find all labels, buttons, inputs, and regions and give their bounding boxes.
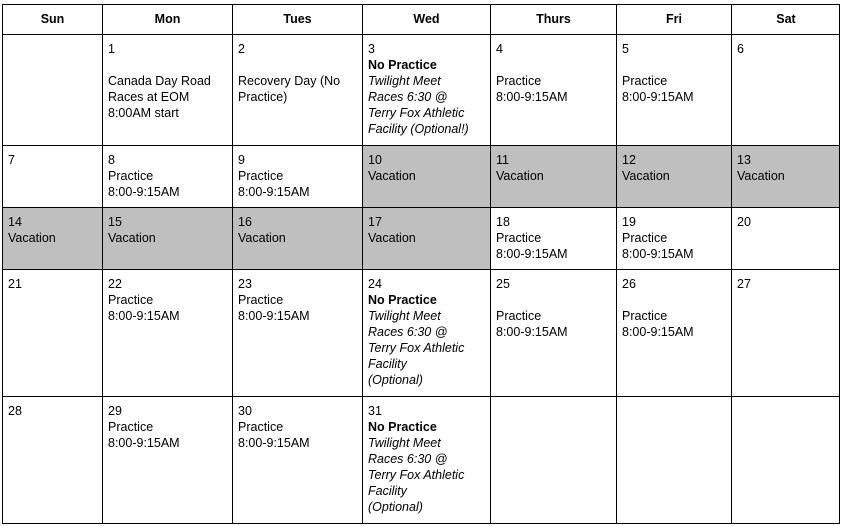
- line-spacer: [622, 57, 731, 73]
- event-text: Vacation: [108, 231, 156, 245]
- day-cell-16: [232, 207, 362, 269]
- day-number: 3: [368, 42, 375, 56]
- event-text: 8:00-9:15AM: [108, 309, 180, 323]
- day-header-thurs: Thurs: [490, 4, 616, 34]
- day-cell-19: [616, 207, 731, 269]
- event-text: Practice): [238, 90, 288, 104]
- day-cell-27: [731, 269, 840, 396]
- day-cell-13: [731, 145, 840, 207]
- day-cell-18: [490, 207, 616, 269]
- event-text: 8:00-9:15AM: [622, 247, 694, 261]
- event-text: Practice: [108, 420, 154, 434]
- day-number: 8: [108, 153, 115, 167]
- day-number: 10: [368, 153, 382, 167]
- day-number: 13: [737, 153, 751, 167]
- event-text: 8:00-9:15AM: [496, 90, 568, 104]
- line-spacer: [496, 292, 616, 308]
- day-number: 20: [737, 215, 751, 229]
- day-number: 19: [622, 215, 636, 229]
- event-text: Vacation: [496, 169, 544, 183]
- event-text: 8:00-9:15AM: [622, 325, 694, 339]
- day-number: 17: [368, 215, 382, 229]
- empty-day-cell: [490, 396, 616, 524]
- event-text: (Optional): [368, 500, 423, 514]
- day-cell-31: [362, 396, 490, 524]
- day-number: 26: [622, 277, 636, 291]
- event-text: 8:00-9:15AM: [238, 309, 310, 323]
- day-cell-30: [232, 396, 362, 524]
- day-number: 7: [8, 153, 15, 167]
- day-number: 25: [496, 277, 510, 291]
- day-number: 15: [108, 215, 122, 229]
- day-header-sun: Sun: [2, 4, 102, 34]
- event-text: Races 6:30 @: [368, 90, 448, 104]
- day-cell-2: [232, 34, 362, 145]
- day-number: 22: [108, 277, 122, 291]
- event-status: No Practice: [368, 293, 437, 307]
- line-spacer: [108, 57, 232, 73]
- day-cell-11: [490, 145, 616, 207]
- day-number: 28: [8, 404, 22, 418]
- event-text: Practice: [496, 309, 542, 323]
- event-text: Practice: [622, 74, 668, 88]
- event-text: Facility: [368, 484, 407, 498]
- day-cell-1: [102, 34, 232, 145]
- event-text: Practice: [622, 309, 668, 323]
- event-text: Practice: [108, 293, 154, 307]
- event-text: Vacation: [368, 169, 416, 183]
- day-number: 16: [238, 215, 252, 229]
- event-text: Vacation: [8, 231, 56, 245]
- day-cell-29: [102, 396, 232, 524]
- event-text: Practice: [238, 169, 284, 183]
- event-text: Facility (Optional!): [368, 122, 469, 136]
- day-number: 27: [737, 277, 751, 291]
- line-spacer: [496, 57, 616, 73]
- practice-calendar: [2, 4, 840, 524]
- event-text: Twilight Meet: [368, 309, 441, 323]
- calendar-right-border: [839, 4, 840, 524]
- event-text: Vacation: [368, 231, 416, 245]
- event-text: Practice: [108, 169, 154, 183]
- day-number: 5: [622, 42, 629, 56]
- empty-day-cell: [2, 34, 102, 145]
- event-text: (Optional): [368, 373, 423, 387]
- day-number: 11: [496, 153, 509, 167]
- day-cell-22: [102, 269, 232, 396]
- day-header-tues: Tues: [232, 4, 362, 34]
- event-text: Races 6:30 @: [368, 452, 448, 466]
- empty-day-cell: [616, 396, 731, 524]
- event-text: 8:00-9:15AM: [238, 185, 310, 199]
- day-cell-8: [102, 145, 232, 207]
- event-text: Terry Fox Athletic: [368, 341, 465, 355]
- day-cell-9: [232, 145, 362, 207]
- day-cell-26: [616, 269, 731, 396]
- day-cell-25: [490, 269, 616, 396]
- day-number: 31: [368, 404, 382, 418]
- event-text: Races 6:30 @: [368, 325, 448, 339]
- day-number: 4: [496, 42, 503, 56]
- day-cell-4: [490, 34, 616, 145]
- day-header-sat: Sat: [731, 4, 840, 34]
- day-cell-3: [362, 34, 490, 145]
- day-cell-15: [102, 207, 232, 269]
- event-text: Terry Fox Athletic: [368, 106, 465, 120]
- event-text: 8:00AM start: [108, 106, 179, 120]
- event-text: 8:00-9:15AM: [108, 185, 180, 199]
- empty-day-cell: [731, 396, 840, 524]
- event-text: Practice: [238, 293, 284, 307]
- event-text: 8:00-9:15AM: [496, 247, 568, 261]
- day-number: 12: [622, 153, 636, 167]
- day-number: 29: [108, 404, 122, 418]
- event-text: Vacation: [622, 169, 670, 183]
- event-text: Twilight Meet: [368, 74, 441, 88]
- line-spacer: [238, 57, 362, 73]
- calendar-bottom-border: [2, 523, 840, 524]
- day-cell-7: [2, 145, 102, 207]
- event-text: Practice: [238, 420, 284, 434]
- day-number: 14: [8, 215, 22, 229]
- day-number: 18: [496, 215, 510, 229]
- day-cell-20: [731, 207, 840, 269]
- day-number: 21: [8, 277, 22, 291]
- day-number: 23: [238, 277, 252, 291]
- day-cell-6: [731, 34, 840, 145]
- event-text: Recovery Day (No: [238, 74, 341, 88]
- event-text: Canada Day Road: [108, 74, 211, 88]
- day-number: 30: [238, 404, 252, 418]
- day-cell-14: [2, 207, 102, 269]
- event-text: 8:00-9:15AM: [238, 436, 310, 450]
- day-cell-21: [2, 269, 102, 396]
- event-text: Practice: [496, 74, 542, 88]
- event-text: Races at EOM: [108, 90, 190, 104]
- event-text: 8:00-9:15AM: [496, 325, 568, 339]
- event-text: Vacation: [737, 169, 785, 183]
- day-number: 6: [737, 42, 744, 56]
- event-text: Terry Fox Athletic: [368, 468, 465, 482]
- event-status: No Practice: [368, 420, 437, 434]
- event-text: Vacation: [238, 231, 286, 245]
- event-text: Facility: [368, 357, 407, 371]
- event-text: Twilight Meet: [368, 436, 441, 450]
- day-cell-5: [616, 34, 731, 145]
- event-text: 8:00-9:15AM: [108, 436, 180, 450]
- day-cell-12: [616, 145, 731, 207]
- day-header-mon: Mon: [102, 4, 232, 34]
- event-text: Practice: [622, 231, 668, 245]
- day-number: 9: [238, 153, 245, 167]
- event-text: Practice: [496, 231, 542, 245]
- day-cell-28: [2, 396, 102, 524]
- day-cell-24: [362, 269, 490, 396]
- day-number: 24: [368, 277, 382, 291]
- event-status: No Practice: [368, 58, 437, 72]
- day-number: 2: [238, 42, 245, 56]
- day-cell-17: [362, 207, 490, 269]
- event-text: 8:00-9:15AM: [622, 90, 694, 104]
- day-header-fri: Fri: [616, 4, 731, 34]
- day-number: 1: [108, 42, 115, 56]
- day-cell-23: [232, 269, 362, 396]
- day-cell-10: [362, 145, 490, 207]
- day-header-wed: Wed: [362, 4, 490, 34]
- line-spacer: [622, 292, 731, 308]
